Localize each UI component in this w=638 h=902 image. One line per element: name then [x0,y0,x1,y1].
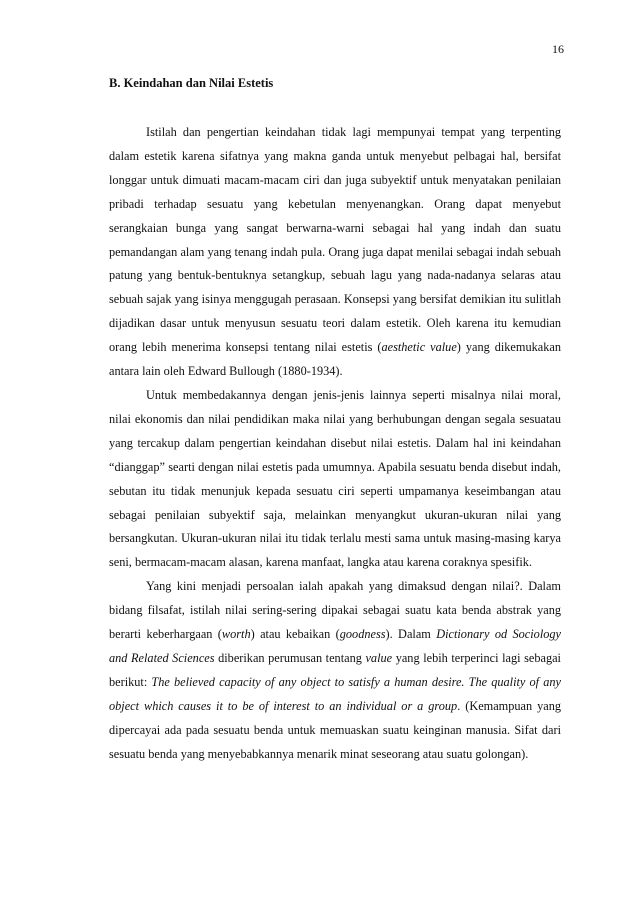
text-run: Yang kini menjadi persoalan ialah apakah yang dimaksud dengan nilai?. Dalam bidang filsafat, istilah nilai sering-sering dipakai sebagai suatu kata benda abstrak yang berarti keberhargaan ( [109,579,561,642]
body-text [109,121,561,766]
text-run: . (Kemampuan yang dipercayai ada pada sesuatu benda untuk memuaskan suatu keinginan manusia. Sifat dari sesuatu benda yang menyebabkannya menarik minat seseorang atau suatu golongan). [109,698,561,761]
text-run-italic: The believed capacity of any object to satisfy a human desire. The quality of any object which causes it to be of interest to an individual or a group [109,674,561,713]
text-run: yang lebih terperinci lagi sebagai berikut: [109,650,561,689]
text-run: Istilah dan pengertian keindahan tidak lagi mempunyai tempat yang terpenting dalam estetik karena sifatnya yang makna ganda untuk menyebut pelbagai hal, bersifat longgar untuk dimuati macam-macam ciri dan juga subyektif untuk menyatakan penilaian pribadi terhadap sesuatu yang kebetulan menyenangkan. Orang dapat menyebut serangkaian bunga yang sangat berwarna-warni sebagai hal yang indah dan suatu pemandangan alam yang tenang indah pula. Orang juga dapat menilai sebagai indah sebuah patung yang bentuk-bentuknya setangkup, sebuah lagu yang nada-nadanya selaras atau sebuah sajak yang isinya menggugah perasaan. Konsepsi yang bersifat demikian itu sulitlah dijadikan dasar untuk menyusun sesuatu teori dalam estetik. Oleh karena itu kemudian orang lebih menerima konsepsi tentang nilai estetis ( [109,125,561,355]
paragraph-2 [109,384,561,575]
text-run: diberikan perumusan tentang [214,650,366,665]
section-heading: B. Keindahan dan Nilai Estetis [109,76,274,90]
text-run: ) atau kebaikan ( [250,627,340,642]
text-run-italic: Dictionary od Sociology and Related Sciences [109,627,561,665]
text-run: ) yang dikemukakan antara lain oleh Edward Bullough (1880-1934). [109,340,561,379]
text-run-italic: value [365,650,393,665]
paragraph-1 [109,121,561,384]
text-run-italic: goodness [339,627,386,642]
text-run: ). Dalam [385,627,437,642]
text-run-italic: worth [221,627,251,642]
paragraph-3 [109,575,561,766]
text-run: Untuk membedakannya dengan jenis-jenis lainnya seperti misalnya nilai moral, nilai ekonomis dan nilai pendidikan maka nilai yang berhubungan dengan segala sesuatau yang tercakup dalam pengertian keindahan disebut nilai estetis. Dalam hal ini keindahan “dianggap” searti dengan nilai estetis pada umumnya. Apabila sesuatu benda disebut indah, sebutan itu tidak menunjuk kepada sesuatu ciri seperti umpamanya keseimbangan atau sebagai penilaian subyektif saja, melainkan menyangkut ukuran-ukuran nilai yang bersangkutan. Ukuran-ukuran nilai itu tidak terlalu mesti sama untuk masing-masing karya seni, bermacam-macam alasan, karena manfaat, langka atau karena coraknya spesifik. [109,387,561,570]
page-number: 16 [552,42,564,56]
text-run-italic: aesthetic value [381,340,457,355]
